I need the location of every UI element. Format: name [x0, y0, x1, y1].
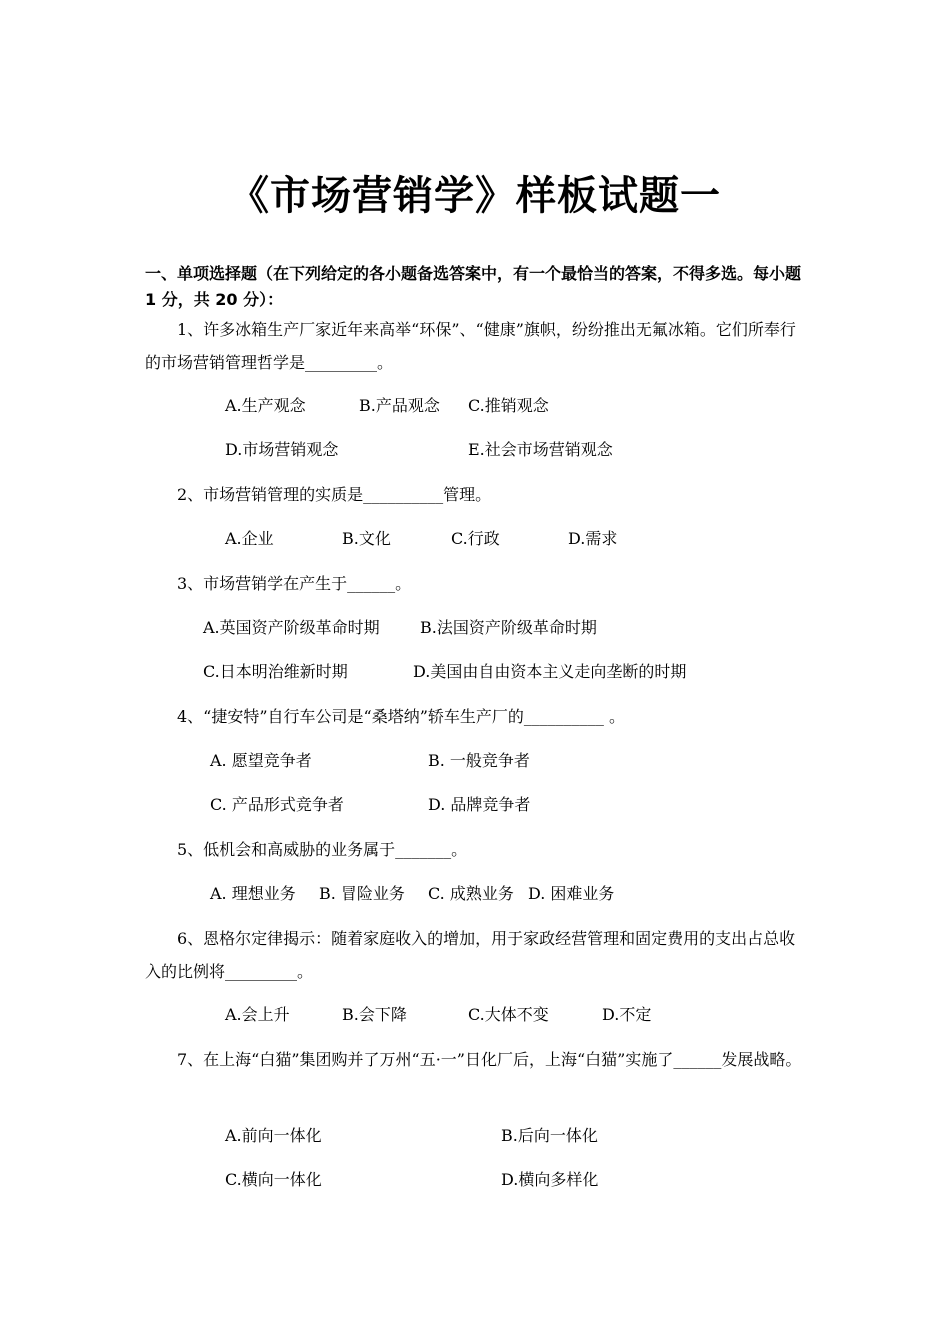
question-1-option-c: C.推销观念 — [468, 396, 549, 415]
question-3-option-d: D.美国由自由资本主义走向垄断的时期 — [413, 662, 687, 681]
question-6-option-b: B.会下降 — [342, 1005, 407, 1024]
question-4-stem: 4、“捷安特”自行车公司是“桑塔纳”轿车生产厂的__________ 。 — [177, 707, 625, 726]
question-2-option-d: D.需求 — [568, 529, 618, 548]
question-3-option-b: B.法国资产阶级革命时期 — [420, 618, 597, 637]
question-7-option-d: D.横向多样化 — [501, 1170, 599, 1189]
question-5-option-a: A. 理想业务 — [210, 884, 296, 903]
question-2-stem: 2、市场营销管理的实质是__________管理。 — [177, 485, 492, 504]
question-2-option-b: B.文化 — [342, 529, 391, 548]
question-3-option-a: A.英国资产阶级革命时期 — [203, 618, 380, 637]
question-6-option-a: A.会上升 — [225, 1005, 290, 1024]
question-1-option-e: E.社会市场营销观念 — [468, 440, 613, 459]
question-6-option-d: D.不定 — [602, 1005, 652, 1024]
question-7-option-c: C.横向一体化 — [225, 1170, 322, 1189]
question-5-option-d: D. 困难业务 — [528, 884, 615, 903]
question-5-option-c: C. 成熟业务 — [428, 884, 514, 903]
question-4-option-b: B. 一般竞争者 — [428, 751, 530, 770]
question-1-stem: 1、许多冰箱生产厂家近年来高举“环保”、“健康”旗帜，纷纷推出无氟冰箱。它们所奉行的市场营销管理哲学是_________。 — [145, 320, 796, 372]
question-7-option-b: B.后向一体化 — [501, 1126, 598, 1145]
question-7-stem: 7、在上海“白猫”集团购并了万州“五·一”日化厂后，上海“白猫”实施了______发展战略。 — [177, 1050, 802, 1069]
question-4-option-d: D. 品牌竞争者 — [428, 795, 531, 814]
question-4-option-a: A. 愿望竞争者 — [210, 751, 312, 770]
question-7-option-a: A.前向一体化 — [225, 1126, 322, 1145]
question-5-option-b: B. 冒险业务 — [319, 884, 405, 903]
question-2-option-a: A.企业 — [225, 529, 274, 548]
question-4-option-c: C. 产品形式竞争者 — [210, 795, 344, 814]
question-3-stem: 3、市场营销学在产生于______。 — [177, 574, 412, 593]
section-heading: 一、单项选择题（在下列给定的各小题备选答案中，有一个最恰当的答案，不得多选。每小题 1 分，共 20 分）： — [145, 264, 802, 309]
question-6-stem: 6、恩格尔定律揭示：随着家庭收入的增加，用于家政经营管理和固定费用的支出占总收入的比例将_________。 — [145, 929, 796, 981]
question-1-option-a: A.生产观念 — [225, 396, 306, 415]
question-1-option-b: B.产品观念 — [359, 396, 440, 415]
question-2-option-c: C.行政 — [451, 529, 500, 548]
question-5-stem: 5、低机会和高威胁的业务属于_______。 — [177, 840, 468, 859]
question-3-option-c: C.日本明治维新时期 — [203, 662, 348, 681]
question-6-option-c: C.大体不变 — [468, 1005, 549, 1024]
page-title: 《市场营销学》样板试题一 — [229, 173, 721, 219]
question-1-option-d: D.市场营销观念 — [225, 440, 339, 459]
